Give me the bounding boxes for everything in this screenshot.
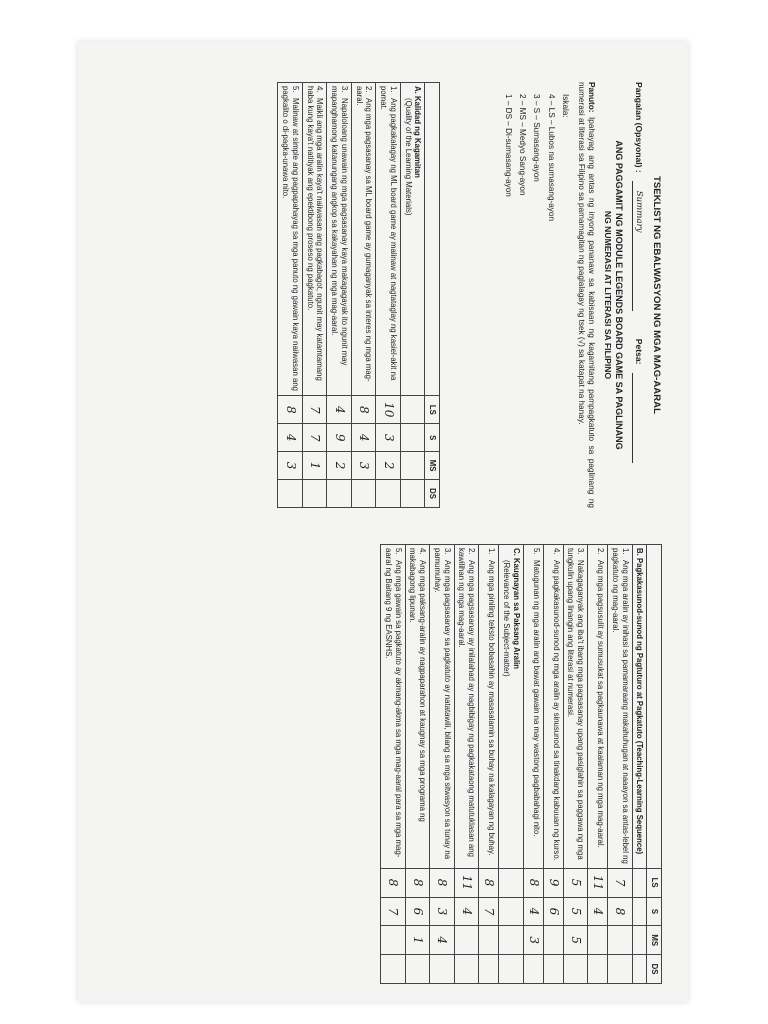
section-title xyxy=(400,83,424,396)
criterion-cell xyxy=(327,83,351,396)
instructions xyxy=(576,82,597,508)
score-ms xyxy=(543,926,563,955)
score-ms xyxy=(479,926,499,955)
score-ds xyxy=(302,480,326,508)
evaluation-table-a xyxy=(277,82,440,508)
score-ms: 3 xyxy=(351,452,375,480)
section-row xyxy=(499,545,523,984)
score-ms: 4 xyxy=(430,926,454,955)
criterion-cell xyxy=(543,545,563,869)
rotated-sheet xyxy=(78,42,688,1002)
date-field xyxy=(632,373,644,463)
score-ms xyxy=(454,926,478,955)
table-row xyxy=(405,545,429,984)
score-s: 5 xyxy=(563,897,587,926)
score-ls: 8 xyxy=(430,868,454,897)
criterion-cell xyxy=(479,545,499,869)
score-s: 6 xyxy=(543,897,563,926)
section-b-title: B. Pagkakasunod-sunod ng Pagtuturo at Pagkatuto (Teaching-Learning Sequence) xyxy=(632,545,647,869)
criterion-cell xyxy=(351,83,375,396)
col-criteria xyxy=(647,545,662,869)
score-s: 9 xyxy=(327,424,351,452)
score-s: 4 xyxy=(278,424,302,452)
criterion-cell xyxy=(523,545,543,869)
table-row xyxy=(381,545,405,984)
score-s: 4 xyxy=(454,897,478,926)
score-ls: 8 xyxy=(479,868,499,897)
score-ms: 2 xyxy=(376,452,400,480)
criterion-text: Maikli ang mga aralin kaya't naiiwasan ang pagkabagot, ngunit may katamtamang haba kung kaya't natitiyak ang epektibong proseso ng pagkatuto. xyxy=(305,86,325,381)
score-ms xyxy=(588,926,608,955)
score-ls: 11 xyxy=(454,868,478,897)
rating-scale xyxy=(503,82,570,508)
score-s: 7 xyxy=(479,897,499,926)
score-ds xyxy=(479,955,499,984)
item-number: 1. xyxy=(620,548,630,555)
criterion-text: Ang pagkakalagay ng ML board game ay malinaw at nagtataglay ng kasiel-akit na pomat. xyxy=(379,86,398,381)
name-value: Summary xyxy=(632,181,644,311)
section-c-title: C. Kaugnayan sa Paksang Aralin xyxy=(511,548,521,670)
instruction-label: Panuto: xyxy=(587,82,597,113)
table-row xyxy=(543,545,563,984)
score-s: 3 xyxy=(430,897,454,926)
evaluation-table-bc xyxy=(380,544,662,984)
item-number: 4. xyxy=(418,548,428,555)
score-ls: 8 xyxy=(523,868,543,897)
score-s: 4 xyxy=(523,897,543,926)
empty-cell xyxy=(632,897,647,926)
score-ds xyxy=(454,955,478,984)
scale-item: 3 – S – Sumasang-ayon xyxy=(532,94,542,182)
empty-cell xyxy=(499,955,523,984)
item-number: 5. xyxy=(531,548,541,555)
score-s: 8 xyxy=(608,897,632,926)
empty-cell xyxy=(400,396,424,424)
scale-item: 1 – DS – Di-sumasang-ayon xyxy=(503,94,513,197)
criterion-text: Ang mga pagsasanay ay inilalahad ay nagbibigay ng pagkakataong matutuklasan ang kawilihan ng mga mag-aaral. xyxy=(457,548,477,857)
score-ls: 5 xyxy=(563,868,587,897)
table-row xyxy=(563,545,587,984)
criterion-text: Ang mga pagsusulit ay sumusukat sa pagkaunawa at kaalaman ng mga mag-aaral. xyxy=(596,560,606,848)
section-a-title: A. Kalidad ng Kagamitan xyxy=(413,86,423,178)
score-s: 7 xyxy=(381,897,405,926)
score-ds xyxy=(430,955,454,984)
right-page xyxy=(78,522,688,1002)
table-row xyxy=(327,83,351,508)
empty-cell xyxy=(499,926,523,955)
table-header-row xyxy=(425,83,440,508)
criterion-cell xyxy=(405,545,429,869)
section-row xyxy=(400,83,424,508)
criterion-cell xyxy=(430,545,454,869)
empty-cell xyxy=(400,480,424,508)
item-number: 2. xyxy=(364,86,374,93)
score-ds xyxy=(563,955,587,984)
score-s: 7 xyxy=(302,424,326,452)
score-ds xyxy=(523,955,543,984)
criterion-text: Ang mga paksang-aralin ay nagpaparahon at kaugnay sa mga programa ng makabagong lipunan. xyxy=(408,548,428,822)
score-ls: 10 xyxy=(376,396,400,424)
document-title: TSEKLIST NG EBALWASYON NG MGA MAG-AARAL xyxy=(651,176,662,414)
score-ls: 8 xyxy=(351,396,375,424)
item-number: 5. xyxy=(393,548,403,555)
col-ms: MS xyxy=(425,452,440,480)
criterion-text: Matugunan ng mga aralin ang bawat gawain na may wastong pagbabahagi nito. xyxy=(531,560,541,837)
score-ls: 9 xyxy=(543,868,563,897)
scale-item: 4 – LS – Lubos na sumasang-ayon xyxy=(546,94,556,221)
item-number: 4. xyxy=(551,548,561,555)
col-ls: LS xyxy=(647,868,662,897)
empty-cell xyxy=(632,926,647,955)
criterion-cell xyxy=(376,83,400,396)
score-s: 4 xyxy=(588,897,608,926)
item-number: 4. xyxy=(315,86,325,93)
scale-label: Iskala: xyxy=(560,94,570,118)
score-ds xyxy=(381,955,405,984)
item-number: 3. xyxy=(442,548,452,555)
criterion-cell xyxy=(588,545,608,869)
item-number: 1. xyxy=(487,548,497,555)
score-ls: 4 xyxy=(327,396,351,424)
name-date-line xyxy=(632,82,644,508)
table-row xyxy=(430,545,454,984)
table-row xyxy=(278,83,302,508)
empty-cell xyxy=(632,868,647,897)
scale-item: 2 – MS – Medyo Sang-ayon xyxy=(518,94,528,196)
col-s: S xyxy=(425,424,440,452)
score-ds xyxy=(543,955,563,984)
score-ms: 3 xyxy=(523,926,543,955)
table-row xyxy=(454,545,478,984)
score-ds xyxy=(405,955,429,984)
col-criteria xyxy=(425,83,440,396)
score-ls: 7 xyxy=(608,868,632,897)
criterion-cell xyxy=(381,545,405,869)
col-ls: LS xyxy=(425,396,440,424)
score-ds xyxy=(608,955,632,984)
item-number: 3. xyxy=(576,548,586,555)
empty-cell xyxy=(400,424,424,452)
table-row xyxy=(376,83,400,508)
instruction-text: Ipahayag ang antas ng inyong pananaw sa kabisaan ng kagamitang pampagkatuto sa paglinang ng numerasi at literasi sa Filipino sa pamamagitan ng paglalagay ng tsek (√) sa katapat na hanay. xyxy=(577,82,597,508)
criterion-text: Malinaw at simple ang pagpapahayag sa mga panuto ng gawain kaya naiiwasan ang pagkalito o di-pagka-unawa nito. xyxy=(281,86,300,392)
criterion-cell xyxy=(608,545,632,869)
name-label: Pangalan (Opsyonal) : xyxy=(634,82,645,173)
criterion-text: Ang mga pagsasanay sa pagkatuto ay natatawili, bilang sa mga sitwasyon sa tunay na pamumuhay. xyxy=(432,548,452,860)
criterion-cell xyxy=(302,83,326,396)
score-ls: 8 xyxy=(278,396,302,424)
col-ds: DS xyxy=(647,955,662,984)
score-ds xyxy=(376,480,400,508)
table-header-row xyxy=(647,545,662,984)
criterion-text: Ang mga pagsasanay sa ML board game ay gumaganyak sa interes ng mga mag-aaral. xyxy=(354,86,374,382)
table-row xyxy=(608,545,632,984)
table-row xyxy=(523,545,543,984)
score-s: 3 xyxy=(376,424,400,452)
score-ds xyxy=(327,480,351,508)
date-label: Petsa: xyxy=(634,338,645,365)
criterion-text: Ang mga gawain sa pagkatuto ay akmang-akma sa mga mag-aaral para sa mga mag-aaral ng Baitang 9 ng EASNHS. xyxy=(383,548,403,858)
empty-cell xyxy=(499,868,523,897)
item-number: 2. xyxy=(596,548,606,555)
criterion-text: Ang mga aralin ay inihasi sa pamamaraang makahuhugan at naaayon sa antas-lebel ng pagkatuto ng mag-aaral. xyxy=(610,548,630,864)
score-ds xyxy=(588,955,608,984)
empty-cell xyxy=(400,452,424,480)
item-number: 3. xyxy=(339,86,349,93)
criterion-cell xyxy=(278,83,302,396)
col-ms: MS xyxy=(647,926,662,955)
score-ls: 8 xyxy=(405,868,429,897)
left-header xyxy=(499,82,662,508)
criterion-cell xyxy=(563,545,587,869)
table-row xyxy=(588,545,608,984)
section-a-subtitle: (Quality of the Learning Materials) xyxy=(403,98,413,216)
col-s: S xyxy=(647,897,662,926)
empty-cell xyxy=(632,955,647,984)
score-ds xyxy=(278,480,302,508)
section-row xyxy=(632,545,647,984)
score-s: 4 xyxy=(351,424,375,452)
paper-sheet xyxy=(78,42,688,1002)
empty-cell xyxy=(499,897,523,926)
score-ms: 1 xyxy=(405,926,429,955)
section-title xyxy=(499,545,523,869)
criterion-cell xyxy=(454,545,478,869)
score-ds xyxy=(351,480,375,508)
criterion-text: Nakagaganyak ang iba't ibang mga pagsasanay upang pasiglahin sa paggawa ng mga tungkulin upang linangin ang literasi at numerasi. xyxy=(566,548,586,860)
item-number: 2. xyxy=(467,548,477,555)
score-ms xyxy=(608,926,632,955)
score-s: 6 xyxy=(405,897,429,926)
score-ms: 3 xyxy=(278,452,302,480)
score-ls: 11 xyxy=(588,868,608,897)
criterion-text: Ang pagkakasunod-sunod ng mga aralin ay sinusunod sa tinakdang kabuuan ng kurso. xyxy=(551,560,561,861)
table-row xyxy=(302,83,326,508)
left-page xyxy=(78,42,688,522)
document-subtitle-2: NG NUMERASI AT LITERASI SA FILIPINO xyxy=(603,210,614,380)
score-ls: 7 xyxy=(302,396,326,424)
criterion-text: Napaloloang unawain ng mga pagsasanay kaya makagagayak ito ngunit may mapanghamong katanungang angkop sa kakayahan ng mga mag-aaral. xyxy=(330,86,349,366)
criterion-text: Ang mga piniling teksto bobasahin ay masasalamin sa buhay na kalagayan ng buhay. xyxy=(487,560,497,856)
document-subtitle-1: ANG PAGGAMIT NG MODULE LEGENDS BOARD GAME SA PAGLINANG xyxy=(614,140,625,450)
table-row xyxy=(351,83,375,508)
score-ms xyxy=(381,926,405,955)
score-ms: 1 xyxy=(302,452,326,480)
score-ms: 5 xyxy=(563,926,587,955)
section-c-subtitle: (Relevance of the Subject-matter) xyxy=(501,560,511,677)
score-ms: 2 xyxy=(327,452,351,480)
table-row xyxy=(479,545,499,984)
score-ls: 8 xyxy=(381,868,405,897)
item-number: 5. xyxy=(290,86,300,93)
item-number: 1. xyxy=(388,86,398,93)
col-ds: DS xyxy=(425,480,440,508)
